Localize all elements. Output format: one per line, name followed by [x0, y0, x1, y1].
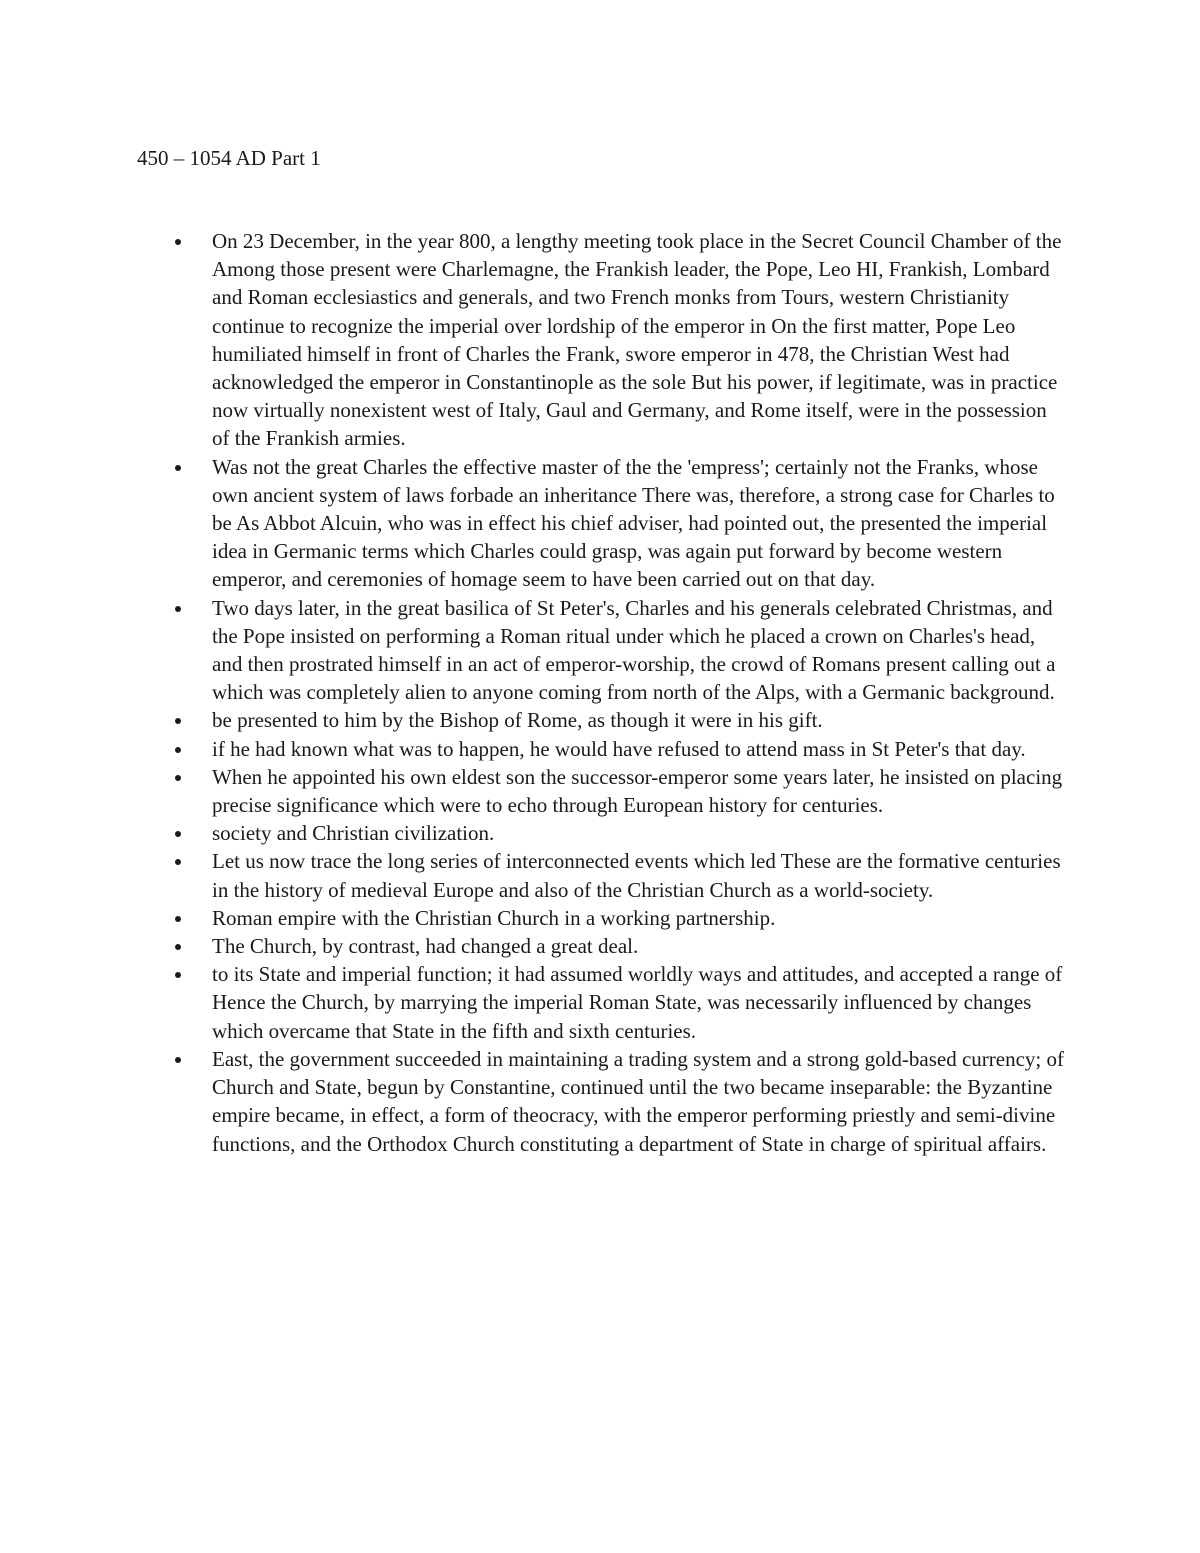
bullet-icon — [175, 1057, 181, 1063]
bullet-item — [137, 594, 1067, 707]
bullet-text: On 23 December, in the year 800, a lengthy meeting took place in the Secret Council Chamber of the Among those present were Charlemagne, the Frankish leader, the Pope, Leo HI, Frankish, Lombard and Roman ecclesiastics and generals, and two French monks from Tours, western Christianity continue to recognize the imperial over lordship of the emperor in On the first matter, Pope Leo humiliated himself in front of Charles the Frank, swore emperor in 478, the Christian West had acknowledged the emperor in Constantinople as the sole But his power, if legitimate, was in practice now virtually nonexistent west of Italy, Gaul and Germany, and Rome itself, were in the possession of the Frankish armies. — [212, 229, 1062, 451]
document-title: 450 – 1054 AD Part 1 — [137, 146, 321, 170]
bullet-icon — [175, 775, 181, 781]
bullet-icon — [175, 972, 181, 978]
bullet-text: Let us now trace the long series of interconnected events which led These are the formative centuries in the history of medieval Europe and also of the Christian Church as a world-society. — [212, 849, 1061, 902]
bullet-text: if he had known what was to happen, he would have refused to attend mass in St Peter's that day. — [212, 736, 1026, 761]
bullet-item — [137, 819, 1067, 847]
bullet-text: When he appointed his own eldest son the successor-emperor some years later, he insisted on placing precise significance which were to echo through European history for centuries. — [212, 764, 1063, 818]
bullet-text: East, the government succeeded in maintaining a trading system and a strong gold-based currency; of Church and State, begun by Constantine, continued until the two became inseparable: the Byzantine empire became, in effect, a form of theocracy, with the emperor performing priestly and semi-divine functions, and the Orthodox Church constituting a department of State in charge of spiritual affairs. — [212, 1046, 1064, 1156]
bullet-icon — [175, 465, 181, 471]
bullet-icon — [175, 831, 181, 837]
bullet-item — [137, 904, 1067, 932]
bullet-icon — [175, 239, 181, 245]
bullet-item — [137, 1045, 1067, 1158]
bullet-item — [137, 763, 1067, 819]
bullet-icon — [175, 859, 181, 865]
bullet-icon — [175, 747, 181, 753]
bullet-text: The Church, by contrast, had changed a great deal. — [212, 934, 639, 959]
bullet-text: Was not the great Charles the effective master of the the 'empress'; certainly not the Franks, whose own ancient system of laws forbade an inheritance There was, therefore, a strong case for Charles to be As Abbot Alcuin, who was in effect his chief adviser, had pointed out, the presented the imperial idea in Germanic terms which Charles could grasp, was again put forward by become western emperor, and ceremonies of homage seem to have been carried out on that day. — [212, 454, 1055, 592]
bullet-item — [137, 735, 1067, 763]
bullet-icon — [175, 606, 181, 612]
bullet-text: Two days later, in the great basilica of St Peter's, Charles and his generals celebrated Christmas, and the Pope insisted on performing a Roman ritual under which he placed a crown on Charles's head, and then prostrated himself in an act of emperor-worship, the crowd of Romans present calling out a which was completely alien to anyone coming from north of the Alps, with a Germanic background. — [212, 595, 1056, 705]
bullet-icon — [175, 718, 181, 724]
bullet-text: be presented to him by the Bishop of Rome, as though it were in his gift. — [212, 708, 823, 733]
bullet-item — [137, 932, 1067, 960]
bullet-text: to its State and imperial function; it had assumed worldly ways and attitudes, and accepted a range of Hence the Church, by marrying the imperial Roman State, was necessarily influenced by changes which overcame that State in the fifth and sixth centuries. — [212, 962, 1063, 1043]
bullet-list — [137, 227, 1067, 1158]
bullet-item — [137, 706, 1067, 734]
bullet-icon — [175, 944, 181, 950]
bullet-text: society and Christian civilization. — [212, 821, 495, 846]
bullet-icon — [175, 916, 181, 922]
bullet-item — [137, 847, 1067, 903]
bullet-item — [137, 227, 1067, 453]
bullet-item — [137, 453, 1067, 594]
bullet-item — [137, 960, 1067, 1045]
bullet-text: Roman empire with the Christian Church in a working partnership. — [212, 905, 776, 930]
